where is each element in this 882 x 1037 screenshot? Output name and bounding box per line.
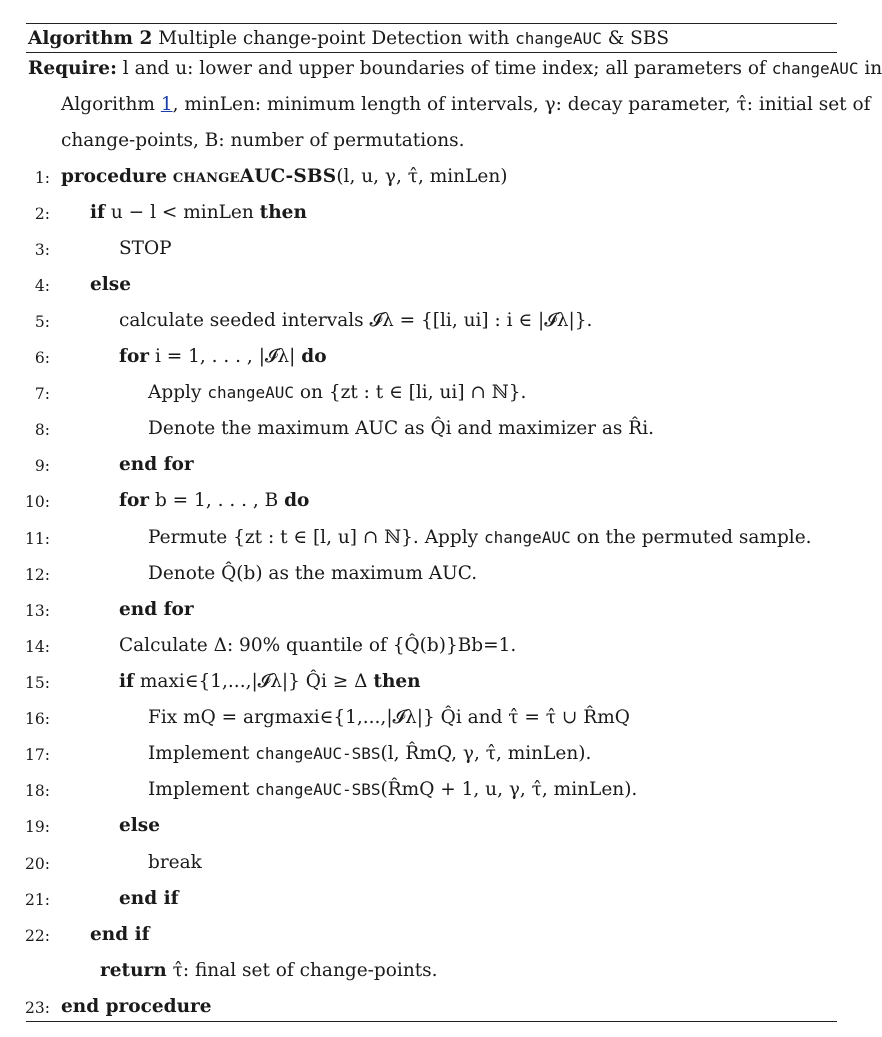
line-number: 11: xyxy=(25,530,50,548)
algorithm-title: Multiple change-point Detection with xyxy=(158,28,510,49)
line-number: 1: xyxy=(34,169,50,187)
line-number: 2: xyxy=(34,205,50,223)
procedure-name: changeAUC-SBS xyxy=(172,166,337,187)
line-text: Calculate Δ: 90% quantile of {Q̂(b)}Bb=1. xyxy=(119,635,517,656)
line-number: 21: xyxy=(25,891,50,909)
line-number: 9: xyxy=(34,457,50,475)
line-text-before: Permute {zt : t ∈ [l, u] ∩ ℕ}. Apply xyxy=(148,527,479,548)
line-number: 4: xyxy=(34,277,50,295)
code-name: changeAUC-SBS xyxy=(255,744,381,763)
line-text: (R̂mQ + 1, u, γ, τ̂, minLen). xyxy=(380,779,638,800)
line-text-before: Implement xyxy=(148,743,250,764)
line-number: 10: xyxy=(25,493,50,511)
line-number: 23: xyxy=(25,999,50,1017)
keyword: do xyxy=(301,346,327,367)
line-text: Fix mQ = argmaxi∈{1,...,|𝓘λ|} Q̂i and τ̂ = τ̂ ∪ R̂mQ xyxy=(148,707,630,728)
keyword: if xyxy=(119,671,134,692)
algorithm-label: Algorithm 2 xyxy=(28,28,153,49)
bottom-rule xyxy=(26,1021,837,1022)
line-text: τ̂: final set of change-points. xyxy=(172,960,438,981)
keyword: else xyxy=(119,815,160,836)
keyword: for xyxy=(119,346,150,367)
require-text-2-start: Algorithm xyxy=(61,94,155,115)
line-text: b = 1, . . . , B xyxy=(154,490,279,511)
require-text-2: , minLen: minimum length of intervals, γ: decay parameter, τ̂: initial set of xyxy=(172,94,871,115)
keyword: then xyxy=(259,202,307,223)
keyword: for xyxy=(119,490,150,511)
code-name: changeAUC-SBS xyxy=(255,780,381,799)
line-number: 7: xyxy=(34,385,50,403)
line-text: on {zt : t ∈ [li, ui] ∩ ℕ}. xyxy=(299,382,527,403)
line-text: Denote Q̂(b) as the maximum AUC. xyxy=(148,563,478,584)
keyword: do xyxy=(284,490,310,511)
line-number: 22: xyxy=(25,927,50,945)
code-name: changeAUC xyxy=(484,528,571,547)
caption-rule xyxy=(26,52,837,53)
line-text: calculate seeded intervals 𝓘λ = {[li, ui] : i ∈ |𝓘λ|}. xyxy=(119,310,593,331)
require-text-1: l and u: lower and upper boundaries of time index; all parameters of xyxy=(122,58,766,79)
algorithm-title-code: changeAUC xyxy=(515,29,602,48)
line-text-before: Implement xyxy=(148,779,250,800)
line-number: 12: xyxy=(25,566,50,584)
algorithm-reference-link[interactable]: 1 xyxy=(160,94,173,115)
algorithm-title-end: & SBS xyxy=(607,28,670,49)
line-text-before: Apply xyxy=(148,382,202,403)
line-number: 5: xyxy=(34,313,50,331)
line-number: 8: xyxy=(34,421,50,439)
line-number: 20: xyxy=(25,855,50,873)
line-number: 19: xyxy=(25,818,50,836)
require-text-1-end: in xyxy=(864,58,882,79)
line-text: Denote the maximum AUC as Q̂i and maximizer as R̂i. xyxy=(148,418,655,439)
keyword: procedure xyxy=(61,166,167,187)
keyword: end if xyxy=(119,888,179,909)
code-name: changeAUC xyxy=(207,383,295,402)
line-number: 3: xyxy=(34,241,50,259)
require-text-3: change-points, B: number of permutations. xyxy=(61,130,465,151)
keyword: return xyxy=(100,960,167,981)
line-text: maxi∈{1,...,|𝓘λ|} Q̂i ≥ Δ xyxy=(139,671,368,692)
keyword: end if xyxy=(90,924,150,945)
keyword: if xyxy=(90,202,105,223)
line-text: i = 1, . . . , |𝓘λ| xyxy=(154,346,296,367)
line-number: 13: xyxy=(25,602,50,620)
line-text: STOP xyxy=(119,238,172,259)
line-number: 14: xyxy=(25,638,50,656)
line-text: (l, u, γ, τ̂, minLen) xyxy=(336,166,508,187)
keyword: else xyxy=(90,274,131,295)
keyword: end for xyxy=(119,599,194,620)
require-code: changeAUC xyxy=(771,59,859,78)
line-number: 17: xyxy=(25,746,50,764)
line-number: 15: xyxy=(25,674,50,692)
keyword: then xyxy=(373,671,421,692)
line-text: on the permuted sample. xyxy=(576,527,812,548)
line-number: 18: xyxy=(25,782,50,800)
require-keyword: Require: xyxy=(28,58,117,79)
line-text: u − l < minLen xyxy=(110,202,254,223)
keyword: end for xyxy=(119,454,194,475)
top-rule xyxy=(26,23,837,24)
line-text: (l, R̂mQ, γ, τ̂, minLen). xyxy=(380,743,592,764)
line-text: break xyxy=(148,852,202,873)
line-number: 16: xyxy=(25,710,50,728)
line-number: 6: xyxy=(34,349,50,367)
keyword: end procedure xyxy=(61,996,212,1017)
